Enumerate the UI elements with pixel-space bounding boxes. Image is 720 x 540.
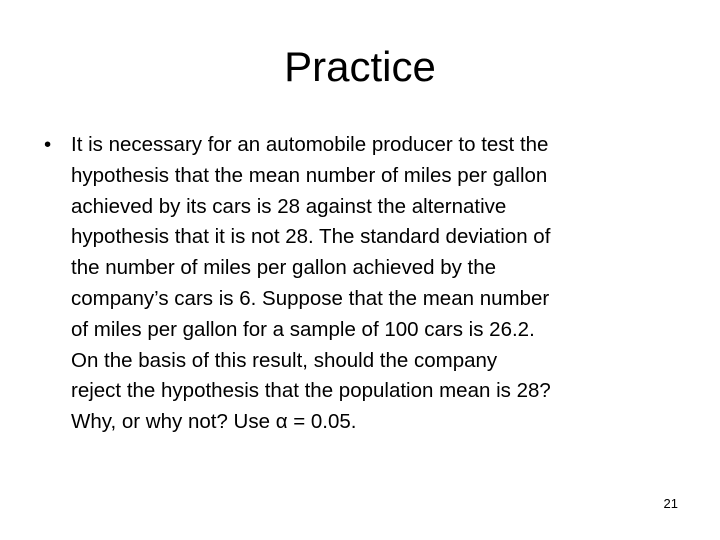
bullet-marker: • bbox=[44, 133, 52, 156]
bullet-text-line: hypothesis that the mean number of miles per gallon bbox=[71, 163, 548, 187]
bullet-text-line: company’s cars is 6. Suppose that the mean number bbox=[71, 286, 550, 310]
bullet-text-line: Why, or why not? Use α = 0.05. bbox=[71, 410, 357, 434]
bullet-text-line: reject the hypothesis that the population mean is 28? bbox=[71, 379, 551, 403]
bullet-text-line: achieved by its cars is 28 against the alternative bbox=[71, 194, 507, 218]
bullet-text-line: hypothesis that it is not 28. The standard deviation of bbox=[71, 225, 551, 249]
bullet-text-line: the number of miles per gallon achieved by the bbox=[71, 256, 497, 280]
page-number: 21 bbox=[663, 496, 678, 511]
bullet-text-line: of miles per gallon for a sample of 100 cars is 26.2. bbox=[71, 317, 535, 341]
bullet-text bbox=[71, 130, 696, 438]
slide-title: Practice bbox=[284, 43, 436, 90]
bullet-text-line: On the basis of this result, should the company bbox=[71, 348, 498, 372]
bullet-text-line: It is necessary for an automobile producer to test the bbox=[71, 133, 549, 156]
